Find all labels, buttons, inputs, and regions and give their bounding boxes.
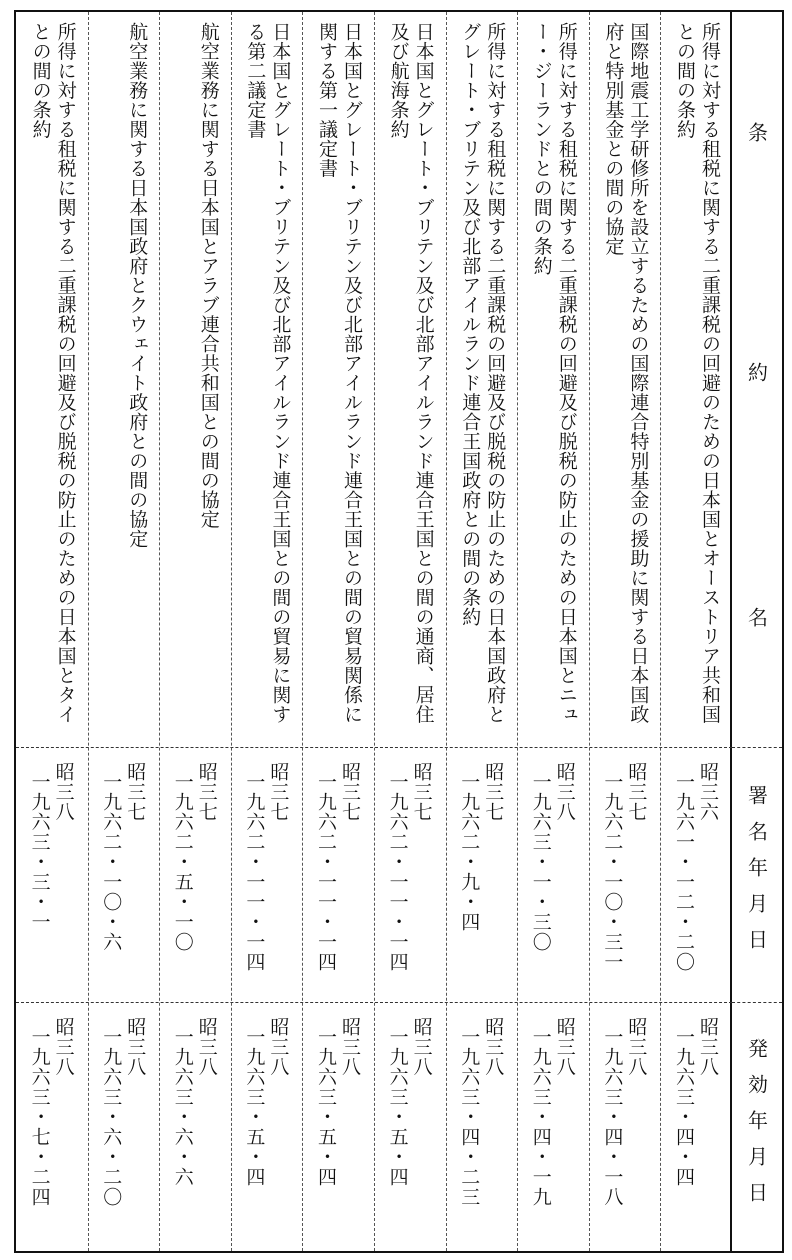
header-divider-2 [732,1002,782,1003]
treaty-row [88,12,160,1251]
row-separator [88,12,89,1251]
row-separator [446,12,447,1251]
signed-era: 昭三六 [696,762,719,822]
signed-era: 昭三七 [195,762,218,822]
treaty-row [660,12,732,1251]
row-separator [589,12,590,1251]
effective-date: 一九六三・四・一八 [601,1027,624,1207]
signed-date: 一九六二・一一・一四 [386,772,409,972]
effective-era: 昭三八 [553,1017,576,1077]
treaty-name: 航空業務に関する日本国とアラブ連合共和国との間の協定 [197,22,220,529]
header-title-char-2: 約 [744,362,769,382]
effective-date: 一九六三・五・四 [314,1027,337,1187]
treaty-table [14,10,784,1253]
effective-date: 一九六三・六・二〇 [100,1027,123,1207]
treaty-row [517,12,589,1251]
treaty-name: 所得に対する租税に関する二重課税の回避及び脱税の防止のための日本国とニュー・ジーランドとの間の条約 [530,22,578,724]
header-title [732,12,782,747]
row-separator [159,12,160,1251]
header-effective [732,1002,782,1253]
signed-era: 昭三七 [482,762,505,822]
signed-era: 昭三七 [410,762,433,822]
effective-era: 昭三八 [482,1017,505,1077]
signed-date: 一九六一・一二・二〇 [672,772,695,972]
signed-date: 一九六二・一〇・三一 [601,772,624,972]
treaty-row [231,12,303,1251]
signed-date: 一九六三・三・一 [28,772,51,932]
row-separator [517,12,518,1251]
effective-era: 昭三八 [338,1017,361,1077]
treaty-name: 国際地震工学研修所を設立するための国際連合特別基金の援助に関する日本国政府と特別基金との間の協定 [602,22,650,724]
effective-date: 一九六三・五・四 [243,1027,266,1187]
signed-date: 一九六二・五・一〇 [171,772,194,952]
treaty-name: 日本国とグレート・ブリテン及び北部アイルランド連合王国との間の貿易関係に関する第一議定書 [315,22,363,724]
effective-date: 一九六三・四・一九 [529,1027,552,1207]
signed-era: 昭三七 [124,762,147,822]
effective-date: 一九六三・五・四 [386,1027,409,1187]
treaty-name: 日本国とグレート・ブリテン及び北部アイルランド連合王国との間の貿易に関する第二議定書 [244,22,292,724]
treaty-name: 所得に対する租税に関する二重課税の回避のための日本国とオーストリア共和国との間の条約 [673,22,721,724]
header-effective-text: 発効年月日 [744,1037,769,1218]
effective-era: 昭三八 [696,1017,719,1077]
header-signing-text: 署名年月日 [744,784,769,965]
header-signing [732,747,782,1002]
signed-era: 昭三七 [625,762,648,822]
treaty-name: 所得に対する租税に関する二重課税の回避及び脱税の防止のための日本国政府とグレート・ブリテン及び北部アイルランド連合王国政府との間の条約 [459,22,507,724]
row-separator [660,12,661,1251]
treaty-row [374,12,446,1251]
effective-era: 昭三八 [267,1017,290,1077]
treaty-row [446,12,518,1251]
row-separator [374,12,375,1251]
signed-date: 一九六二・一一・一四 [314,772,337,972]
signed-date: 一九六二・一一・一四 [243,772,266,972]
effective-era: 昭三八 [625,1017,648,1077]
signed-date: 一九六二・九・四 [458,772,481,932]
effective-date: 一九六三・七・二四 [28,1027,51,1207]
treaty-name: 航空業務に関する日本国政府とクウェイト政府との間の協定 [126,22,149,549]
row-separator [231,12,232,1251]
effective-era: 昭三八 [410,1017,433,1077]
header-divider-1 [732,747,782,748]
signed-era: 昭三七 [267,762,290,822]
treaty-row [16,12,88,1251]
effective-era: 昭三八 [124,1017,147,1077]
treaty-row [589,12,661,1251]
signed-era: 昭三八 [52,762,75,822]
signed-era: 昭三七 [338,762,361,822]
treaty-name: 日本国とグレート・ブリテン及び北部アイルランド連合王国との間の通商、居住及び航海条約 [387,22,435,724]
header-column [730,12,782,1251]
effective-era: 昭三八 [195,1017,218,1077]
effective-era: 昭三八 [52,1017,75,1077]
treaty-name: 所得に対する租税に関する二重課税の回避及び脱税の防止のための日本国とタイとの間の条約 [29,22,77,724]
row-separator [302,12,303,1251]
signed-era: 昭三八 [553,762,576,822]
header-title-char-3: 名 [744,607,769,627]
treaty-row [302,12,374,1251]
effective-date: 一九六三・六・六 [171,1027,194,1187]
effective-date: 一九六三・四・四 [672,1027,695,1187]
signed-date: 一九六二・一〇・六 [100,772,123,952]
header-title-char-1: 条 [744,122,769,142]
effective-date: 一九六三・四・二三 [458,1027,481,1207]
signed-date: 一九六三・一・三〇 [529,772,552,952]
treaty-row [159,12,231,1251]
